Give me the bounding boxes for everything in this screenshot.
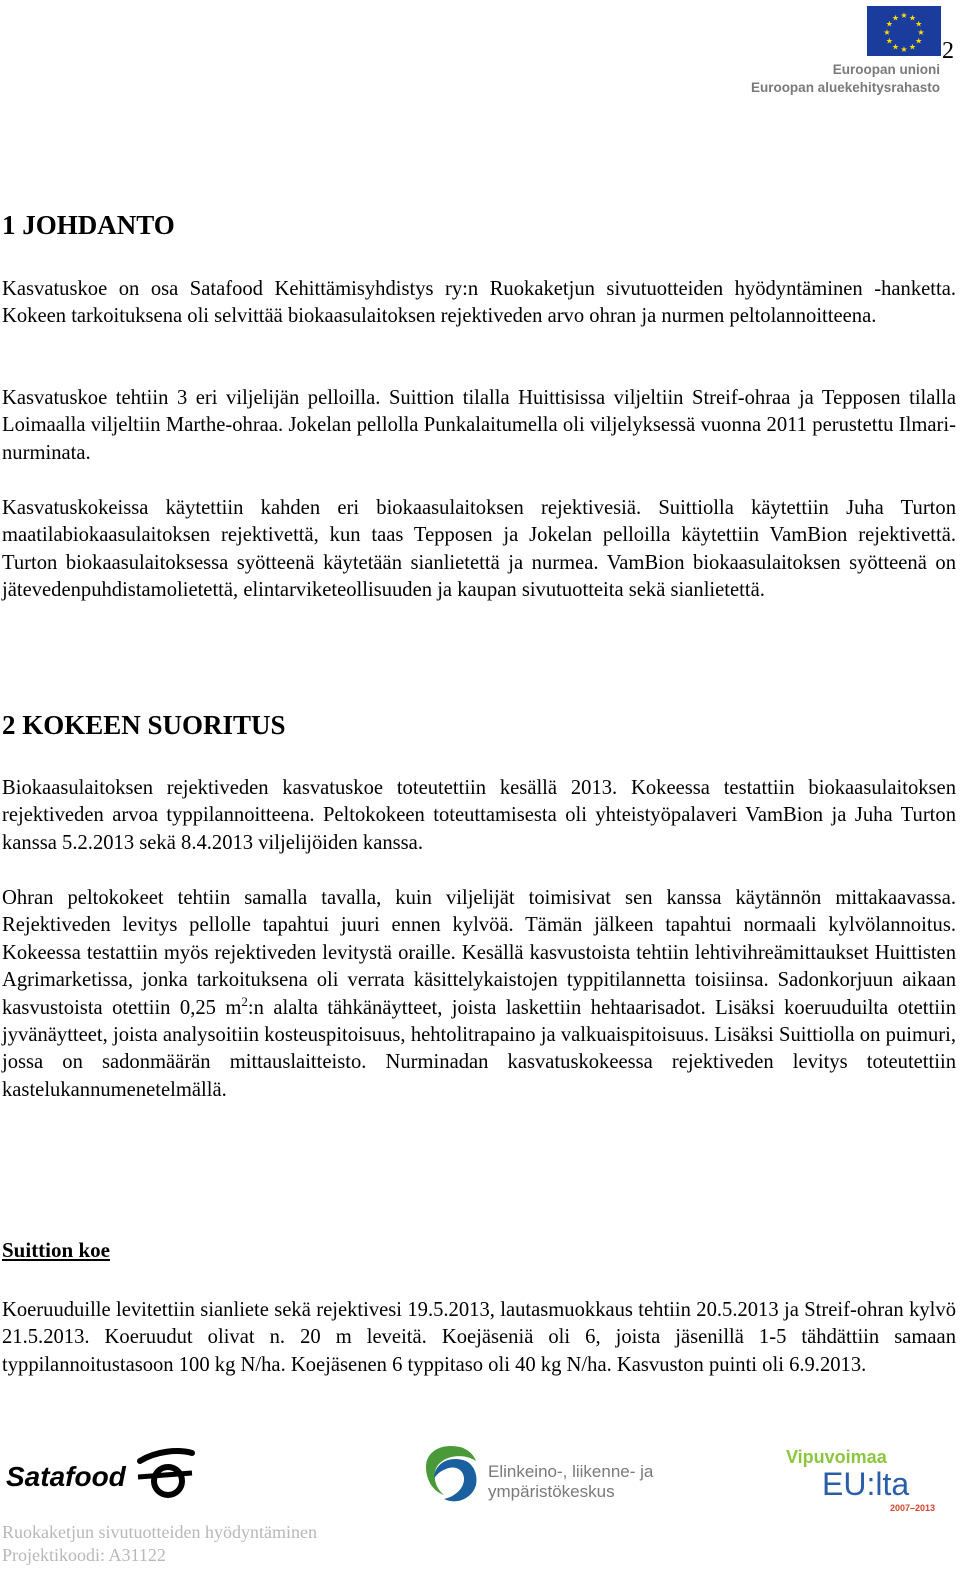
ely-logo [420,1439,670,1509]
vipuvoimaa-logo [784,1443,944,1513]
section-1-paragraph-2: Kasvatuskoe tehtiin 3 eri viljelijän pelloilla. Suittion tilalla Huittisissa viljeltiin Streif-ohraa ja Tepposen tilalla Loimaalla viljeltiin Marthe-ohraa. Jokelan pellolla Punkalaitumella oli viljelyksessä vuonna 2011 perustettu Ilmari-nurminata. [2,387,956,464]
eu-flag-icon [867,6,941,56]
vipu-text-line1: Vipuvoimaa [786,1447,887,1467]
subsection-paragraph: Koeruuduille levitettiin sianliete sekä rejektivesi 19.5.2013, lautasmuokkaus tehtiin 20.5.2013 ja Streif-ohran kylvö 21.5.2013. Koeruudut olivat n. 20 m leveitä. Koejäseniä oli 6, joista jäsenillä 1-5 tähdättiin samaan typpilannoitustasoon 100 kg N/ha. Koejäsenen 6 typpitaso oli 40 kg N/ha. Kasvuston puinti oli 6.9.2013. [2,1299,956,1376]
satafood-logo [6,1443,196,1503]
section-1-paragraph-1: Kasvatuskoe on osa Satafood Kehittämisyhdistys ry:n Ruokaketjun sivutuotteiden hyödyntäminen -hanketta. Kokeen tarkoituksena oli selvittää biokaasulaitoksen rejektiveden arvo ohran ja nurmen peltolannoitteena. [2,278,956,328]
svg-text:★: ★ [908,13,917,23]
footer-project-code: Projektikoodi: A31122 [2,1545,166,1565]
page-number: 2 [942,38,954,64]
svg-text:★: ★ [891,42,900,52]
paragraph-text-part-2: :n alalta tähkänäytteet, joista laskettiin hehtaarisadot. Lisäksi koeruuduilta otettiin jyvänäytteet, joista analysoitiin kosteuspitoisuus, hehtolitrapaino ja valkuaispitoisuus. Lisäksi Suittiolla on puimuri, jossa on sadonmäärän mittauslaitteisto. Nurminadan kasvatuskokeessa rejektiveden levitys toteutettiin kastelukannumenetelmällä. [2,996,956,1101]
vipu-text-line2: EU:lta [822,1466,910,1502]
section-1-heading: 1 JOHDANTO [2,210,175,240]
svg-text:★: ★ [917,28,925,37]
superscript: 2 [241,993,248,1009]
svg-text:★: ★ [885,36,893,46]
vipu-years: 2007–2013 [890,1503,936,1513]
footer-logos [0,1435,960,1515]
ely-text-line1: Elinkeino-, liikenne- ja [488,1462,654,1481]
section-2-paragraph-1: Biokaasulaitoksen rejektiveden kasvatuskoe toteutettiin kesällä 2013. Kokeessa testattiin biokaasulaitoksen rejektiveden arvoa typpilannoitteena. Peltokokeen toteuttamisesta oli yhteistyöpalaveri VamBion ja Juha Turton kanssa 5.2.2013 sekä 8.4.2013 viljelijöiden kanssa. [2,777,956,854]
svg-text:★: ★ [915,36,923,46]
satafood-symbol-icon [138,1451,192,1495]
paragraph-text-part-1: Ohran peltokokeet tehtiin samalla tavalla, kuin viljelijät toimisivat sen kanssa käytännön mittakaavassa. Rejektiveden levitys pellolle tapahtui juuri ennen kylvöä. Tämän jälkeen tapahtui normaali kylvölannoitus. Kokeessa testattiin myös rejektiveden levitystä oraille. Kesällä kasvustoista tehtiin lehtivihreämittaukset Huittisten Agrimarketissa, jonka tarkoituksena oli verrata käsittelykaistojen typpitilannetta toisiinsa. Sadonkorjuun aikaan kasvustoista otettiin 0,25 m [2,887,956,1019]
ely-emblem-icon [426,1446,477,1501]
eu-logo [752,6,944,98]
eu-text-line2: Euroopan aluekehitysrahasto [750,80,940,95]
svg-text:★: ★ [908,42,917,52]
satafood-logo-text: Satafood [6,1461,126,1492]
section-2-heading: 2 KOKEEN SUORITUS [2,710,286,740]
footer-project-name: Ruokaketjun sivutuotteiden hyödyntäminen [2,1522,317,1542]
svg-text:★: ★ [900,45,908,54]
section-1-paragraph-3: Kasvatuskokeissa käytettiin kahden eri biokaasulaitoksen rejektivesiä. Suittiolla käytettiin Juha Turton maatilabiokaasulaitoksen rejektivettä, kun taas Tepposen ja Jokelan pelloilla käytettiin VamBion rejektivettä. Turton biokaasulaitoksessa syötteenä käytetään sianlietettä ja nurmea. VamBion biokaasulaitoksen syötteenä on jätevedenpuhdistamolietettä, elintarviketeollisuuden ja kaupan sivutuotteita sekä sianlietettä. [2,497,956,602]
svg-text:★: ★ [900,11,908,20]
svg-text:★: ★ [883,28,891,37]
svg-text:★: ★ [885,19,893,29]
section-2-paragraph-2 [2,885,956,1104]
svg-text:★: ★ [891,13,900,23]
ely-text-line2: ympäristökeskus [488,1482,615,1501]
subsection-heading: Suittion koe [2,1238,110,1262]
eu-text-line1: Euroopan unioni [832,62,940,77]
svg-text:★: ★ [915,19,923,29]
